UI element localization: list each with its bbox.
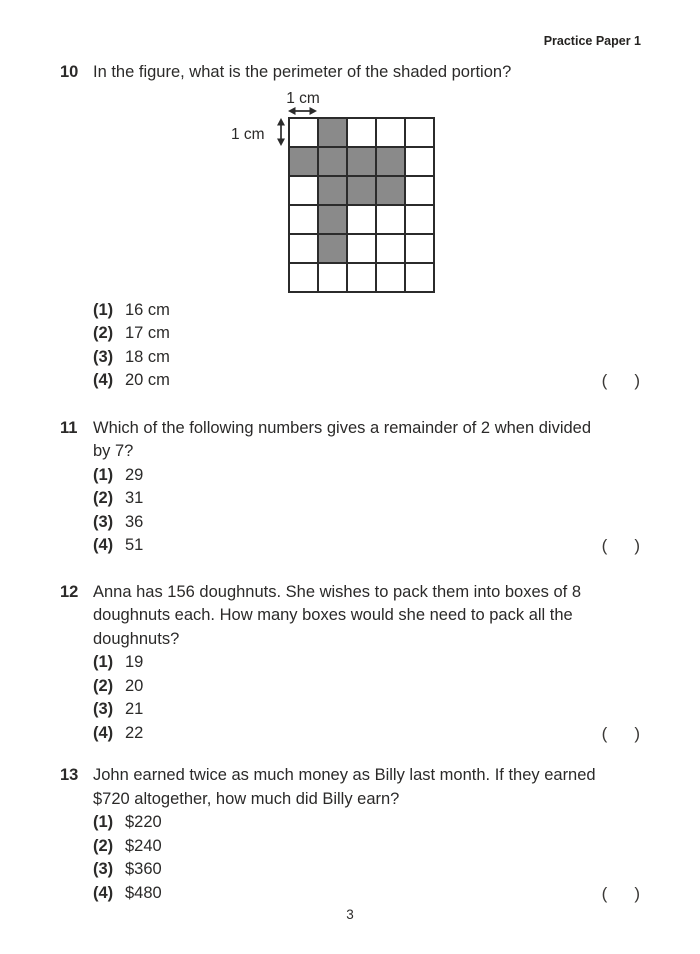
option-label: (1) [93,653,114,671]
option-label: (4) [93,536,114,554]
option-label: (2) [93,489,114,507]
option-row [93,651,640,675]
answer-brackets: ( ) [601,536,640,555]
grid-cell [376,263,405,292]
grid-cell [347,234,376,263]
option-value: $220 [125,813,162,831]
perimeter-figure [93,87,640,294]
option-value: 17 cm [125,324,170,342]
option-row [93,322,640,346]
option-label: (1) [93,465,114,484]
question-11 [60,417,640,558]
grid-cell [289,176,318,205]
option-value: 22 [125,723,144,742]
option-row [93,299,640,323]
question-13 [60,764,640,905]
option-value: 18 cm [125,347,170,366]
page-number: 3 [346,907,354,922]
grid-cell [289,263,318,292]
option-label: (4) [93,723,114,742]
option-row [93,369,640,393]
option-value: 36 [125,512,144,531]
options-list [93,464,640,558]
option-label: (3) [93,700,114,718]
option-value: 21 [125,700,144,718]
shaded-cell [289,147,318,176]
grid-cell [347,205,376,234]
shaded-cell [347,147,376,176]
option-value: 31 [125,489,144,507]
answer-brackets: ( ) [601,371,640,390]
options-list [93,651,640,745]
option-label: (2) [93,836,114,855]
shaded-grid [288,117,435,293]
grid-cell [318,263,347,292]
shaded-cell [318,147,347,176]
grid-cell [405,176,434,205]
question-number: 11 [60,418,78,437]
question-number: 13 [60,766,79,784]
question-text: John earned twice as much money as Billy last month. If they earned [93,766,596,784]
shaded-cell [318,234,347,263]
option-row [93,675,640,699]
shaded-cell [318,118,347,147]
question-10 [60,61,640,393]
option-row [93,835,640,859]
option-row [93,534,640,558]
option-value: $240 [125,836,162,855]
page-header-title: Practice Paper 1 [543,34,641,48]
grid-cell [289,234,318,263]
question-text: by 7? [93,442,134,460]
option-row [93,698,640,722]
option-label: (4) [93,883,114,902]
grid-cell [405,234,434,263]
option-value: 19 [125,653,144,671]
option-row [93,464,640,488]
answer-brackets: ( ) [601,723,640,743]
option-label: (4) [93,371,114,389]
grid-cell [405,263,434,292]
left-dimension-label: 1 cm [231,125,265,143]
option-label: (3) [93,860,114,878]
option-row [93,346,640,370]
grid-cell [347,118,376,147]
option-row [93,882,640,906]
option-row [93,811,640,835]
option-value: 16 cm [125,300,170,319]
question-text: $720 altogether, how much did Billy earn? [93,789,400,808]
shaded-cell [318,205,347,234]
option-label: (1) [93,813,114,831]
option-label: (2) [93,676,114,695]
question-12 [60,581,640,746]
option-value: $480 [125,883,162,902]
question-text: In the figure, what is the perimeter of the shaded portion? [93,63,512,81]
grid-cell [376,118,405,147]
question-number: 10 [60,63,79,81]
question-body [93,417,640,558]
grid-cell [376,205,405,234]
options-list [93,299,640,393]
option-label: (1) [93,300,114,319]
option-row [93,722,640,746]
question-number: 12 [60,582,79,601]
option-value: 29 [125,465,144,484]
question-body [93,61,640,393]
option-row [93,511,640,535]
grid-cell [405,205,434,234]
shaded-cell [376,147,405,176]
question-text: doughnuts each. How many boxes would she need to pack all the [93,606,573,624]
grid-cell [405,118,434,147]
top-dimension-label: 1 cm [286,89,320,107]
grid-cell [289,118,318,147]
horizontal-dimension-arrow-icon [288,105,317,117]
option-label: (3) [93,512,114,531]
question-text: doughnuts? [93,629,180,648]
shaded-cell [347,176,376,205]
option-value: 51 [125,536,144,554]
option-value: $360 [125,860,162,878]
shaded-cell [376,176,405,205]
option-value: 20 [125,676,144,695]
answer-brackets: ( ) [601,883,640,903]
grid-cell [289,205,318,234]
option-label: (3) [93,347,114,366]
question-body [93,581,640,746]
question-text: Anna has 156 doughnuts. She wishes to pack them into boxes of 8 [93,582,581,601]
grid-cell [347,263,376,292]
option-row [93,487,640,511]
grid-cell [376,234,405,263]
vertical-dimension-arrow-icon [275,118,287,146]
question-body [93,764,640,905]
option-label: (2) [93,324,114,342]
question-text: Which of the following numbers gives a remainder of 2 when divided [93,418,592,437]
grid-cell [405,147,434,176]
shaded-cell [318,176,347,205]
option-row [93,858,640,882]
options-list [93,811,640,905]
option-value: 20 cm [125,371,170,389]
